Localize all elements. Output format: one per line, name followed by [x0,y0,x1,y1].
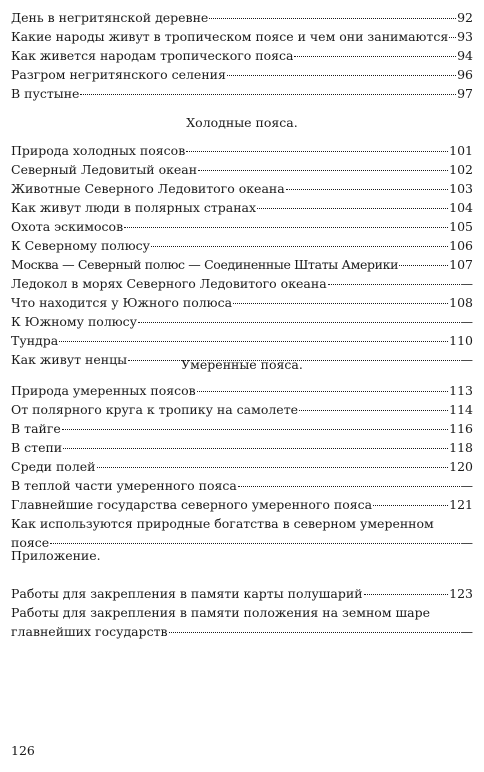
section-heading: Умеренные пояса. [181,357,303,372]
toc-entry-title: К Северному полюсу [11,238,150,253]
section-heading: Приложение. [11,548,101,563]
toc-entry-title-line1: Как используются природные богатства в северном умеренном [11,516,434,531]
leader-dots [294,55,456,57]
leader-dots [97,466,449,468]
toc-entry-page: — [460,276,473,291]
leader-dots [151,245,448,247]
toc-entry-title: Тундра [11,333,59,348]
toc-entry-title: К Южному полюсу [11,314,138,329]
toc-entry [11,495,473,514]
toc-entry-page: 96 [457,67,473,82]
toc-entry-title: День в негритянской деревне [11,10,209,25]
toc-entry-title: Природа холодных поясов [11,143,186,158]
toc-entry [11,255,473,274]
toc-entry-page: 116 [449,421,473,436]
toc-section-tropical [11,8,473,103]
toc-entry [11,400,473,419]
toc-entry [11,622,473,641]
toc-entry [11,293,473,312]
leader-dots [62,428,448,430]
toc-entry-title: Северный Ледовитый океан [11,162,198,177]
toc-entry [11,46,473,65]
toc-entry [11,419,473,438]
section-heading: Холодные пояса. [186,115,298,130]
toc-section-temperate [11,355,473,552]
toc-entry-title: Как живут ненцы [11,352,128,367]
toc-entry-title: Животные Северного Ледовитого океана [11,181,285,196]
toc-entry-title: Природа умеренных поясов [11,383,196,398]
leader-dots [364,593,449,595]
toc-entry-page: 108 [449,295,473,310]
toc-entry-page: — [460,624,473,639]
toc-entry-title: Ледокол в морях Северного Ледовитого океана [11,276,327,291]
toc-entry-page: — [460,314,473,329]
toc-entry [11,438,473,457]
toc-entry-page: 105 [449,219,473,234]
toc-entry-title: Москва — Северный полюс — Соединенные Штаты Америки [11,257,399,272]
toc-entry [11,160,473,179]
toc-entry-page: 121 [449,497,473,512]
toc-entry-page: 107 [449,257,473,272]
toc-entry-page: 97 [457,86,473,101]
toc-entry-title: Какие народы живут в тропическом поясе и чем они занимаются [11,29,449,44]
toc-entry [11,476,473,495]
toc-entry-title: Охота эскимосов [11,219,124,234]
toc-entry [11,584,473,603]
toc-entry [11,8,473,27]
toc-entry-page: 120 [449,459,473,474]
leader-dots [238,485,460,487]
toc-entry-title: Что находится у Южного полюса [11,295,233,310]
toc-entry-title: Как живут люди в полярных странах [11,200,257,215]
toc-entry-title: В тайге [11,421,61,436]
toc-entry-title: Среди полей [11,459,96,474]
toc-entry-title: Как живется народам тропического пояса [11,48,294,63]
toc-entry-page: 113 [449,383,473,398]
toc-entry [11,457,473,476]
toc-entry [11,179,473,198]
toc-entry-page: 110 [449,333,473,348]
toc-entry [11,381,473,400]
toc-section-appendix [11,546,473,641]
toc-entry-page: 92 [457,10,473,25]
leader-dots [198,169,448,171]
toc-entry-page: 123 [449,586,473,601]
toc-entry-page: — [460,535,473,550]
toc-entry [11,312,473,331]
leader-dots [209,17,456,19]
leader-dots [80,93,456,95]
leader-dots [449,36,456,38]
leader-dots [399,264,448,266]
toc-entry-page: — [460,352,473,367]
toc-entry-page: 114 [449,402,473,417]
leader-dots [286,188,448,190]
leader-dots [124,226,448,228]
toc-entry-title-line2: главнейших государств [11,624,168,639]
leader-dots [257,207,448,209]
leader-dots [186,150,448,152]
leader-dots [299,409,448,411]
toc-entry [11,84,473,103]
toc-entry-title-line1: Работы для закрепления в памяти положения на земном шаре [11,605,431,620]
leader-dots [59,340,448,342]
toc-entry-title: В степи [11,440,63,455]
leader-dots [63,447,448,449]
toc-entry [11,236,473,255]
leader-dots [373,504,448,506]
leader-dots [328,283,460,285]
toc-entry [11,65,473,84]
leader-dots [233,302,448,304]
toc-entry-title: От полярного круга к тропику на самолете [11,402,299,417]
toc-entry-page: 106 [449,238,473,253]
leader-dots [138,321,459,323]
toc-entry-page: 102 [449,162,473,177]
toc-entry-title: В пустыне [11,86,80,101]
leader-dots [50,542,459,544]
toc-entry [11,331,473,350]
leader-dots [197,390,448,392]
toc-entry [11,198,473,217]
toc-entry-title: Разгром негритянского селения [11,67,226,82]
toc-entry [11,217,473,236]
toc-entry-page: 101 [449,143,473,158]
toc-entry-title-line2: поясе [11,535,50,550]
toc-entry-page: 118 [449,440,473,455]
toc-entry-page: 94 [457,48,473,63]
leader-dots [169,631,460,633]
toc-entry [11,27,473,46]
leader-dots [227,74,456,76]
toc-entry-page: 103 [449,181,473,196]
toc-entry-page: 104 [449,200,473,215]
toc-entry-title: Работы для закрепления в памяти карты полушарий [11,586,363,601]
toc-entry-title: В теплой части умеренного пояса [11,478,237,493]
toc-entry-page: 93 [457,29,473,44]
page-number: 126 [11,743,35,758]
toc-entry-page: — [460,478,473,493]
toc-entry [11,274,473,293]
toc-entry-title: Главнейшие государства северного умеренного пояса [11,497,373,512]
toc-entry [11,141,473,160]
toc-section-cold [11,113,473,369]
